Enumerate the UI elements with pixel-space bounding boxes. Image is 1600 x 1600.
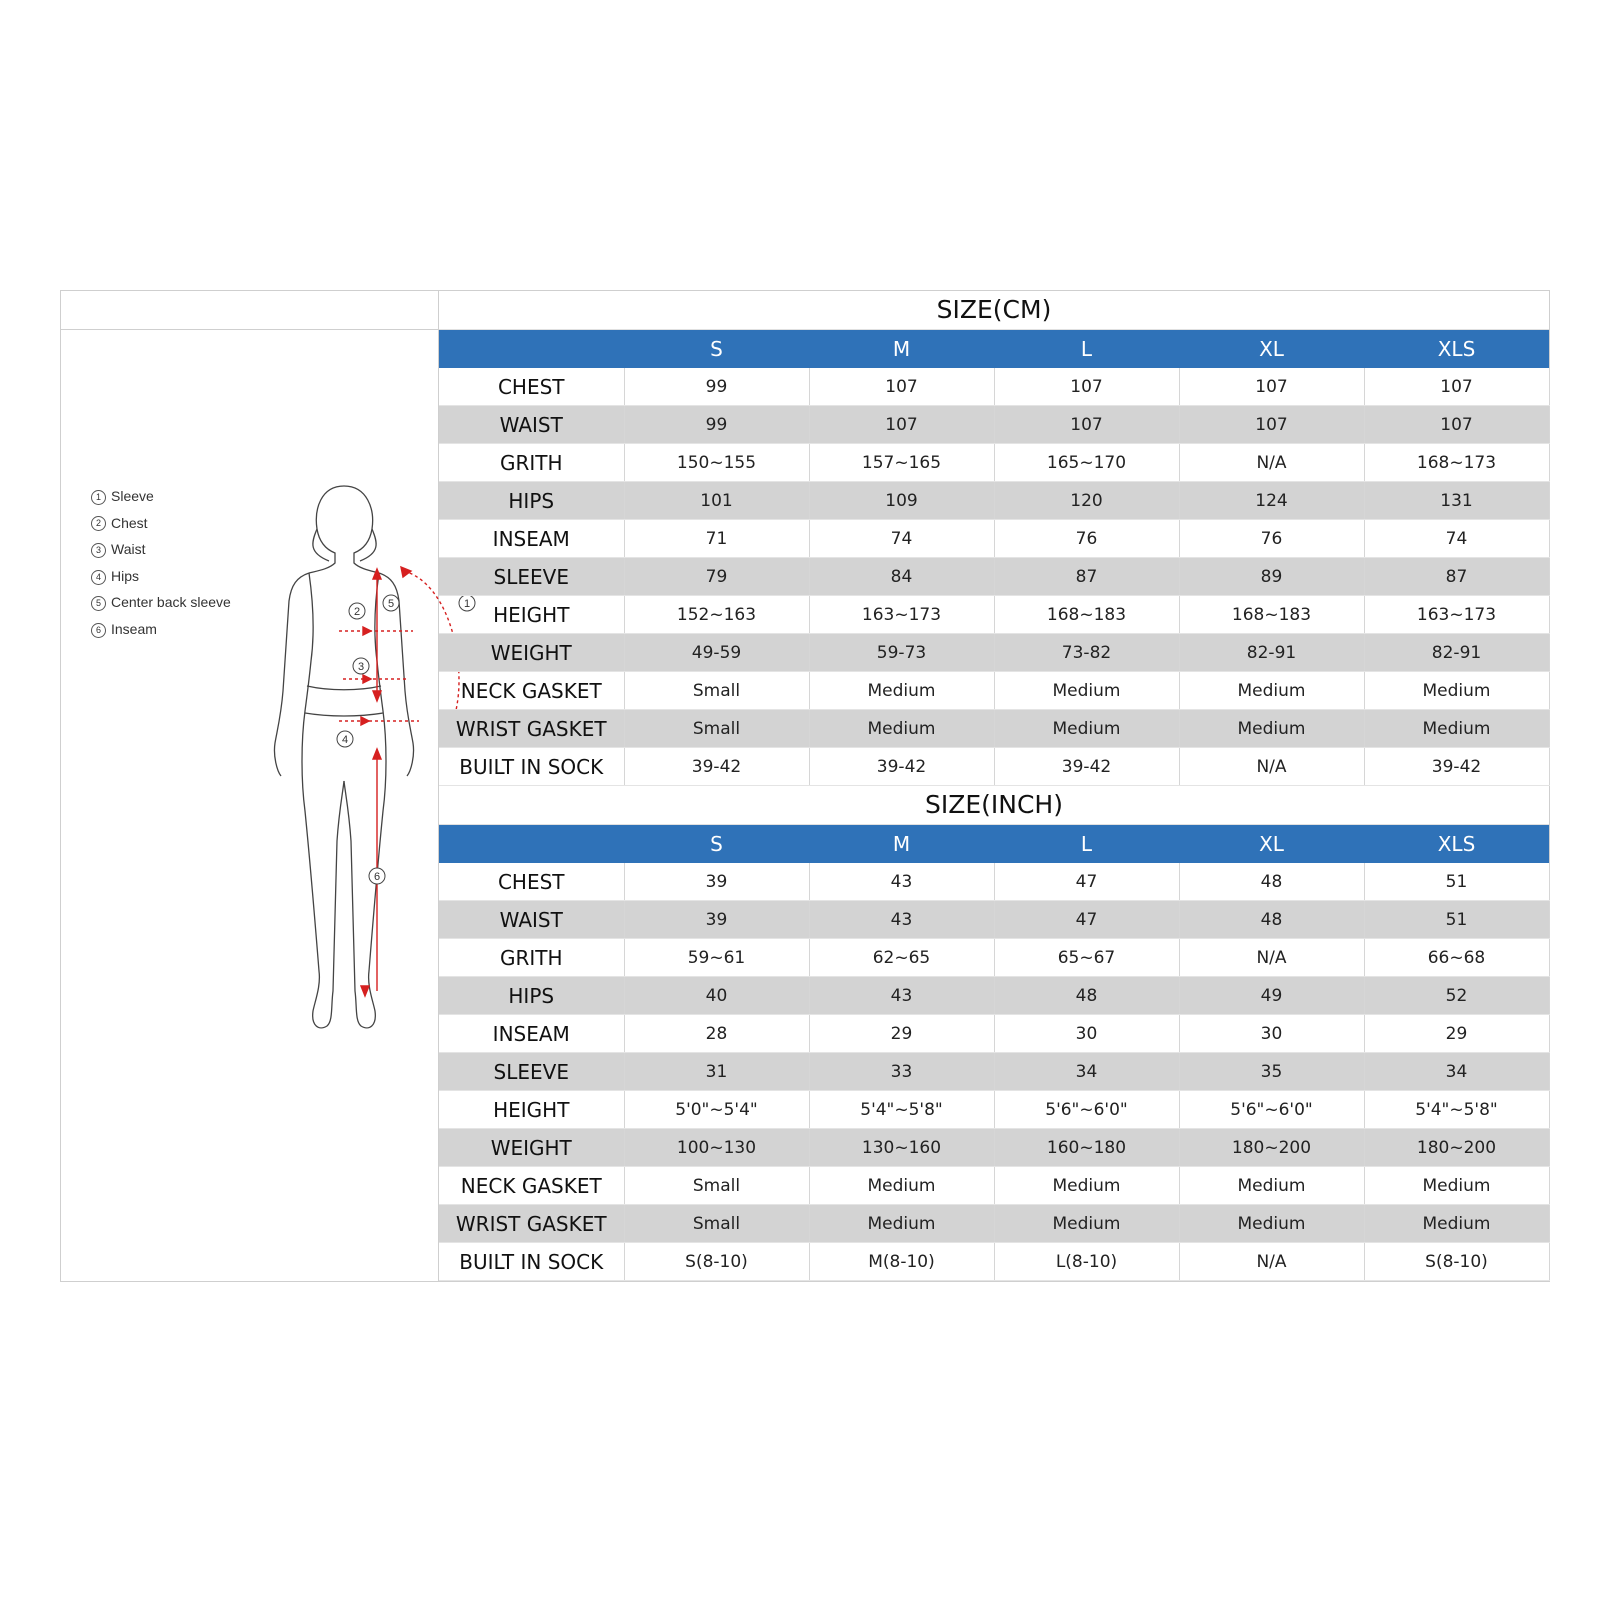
table-cell: 163~173 <box>1364 596 1549 634</box>
legend-number-badge: 5 <box>91 596 106 611</box>
table-row <box>439 558 1549 596</box>
table-cell: N/A <box>1179 748 1364 786</box>
size-column-header: S <box>624 330 809 368</box>
legend-label: Inseam <box>111 620 157 637</box>
table-cell: 74 <box>1364 520 1549 558</box>
table-cell: 82-91 <box>1364 634 1549 672</box>
table-cell: N/A <box>1179 1243 1364 1281</box>
table-cell: Medium <box>809 710 994 748</box>
figure-marker-number: 5 <box>387 598 395 610</box>
table-cell: 168~173 <box>1364 444 1549 482</box>
table-cell: 163~173 <box>809 596 994 634</box>
legend-number-badge: 1 <box>91 490 106 505</box>
table-cell: 76 <box>1179 520 1364 558</box>
table-cell: 165~170 <box>994 444 1179 482</box>
table-cell: 107 <box>994 406 1179 444</box>
table-cell: 29 <box>1364 1015 1549 1053</box>
table-cell: 31 <box>624 1053 809 1091</box>
table-cell: N/A <box>1179 444 1364 482</box>
table-cell: 107 <box>809 368 994 406</box>
table-cell: 40 <box>624 977 809 1015</box>
legend-label: Center back sleeve <box>111 594 231 611</box>
table-row <box>439 901 1549 939</box>
row-label: WRIST GASKET <box>439 1205 624 1243</box>
table-cell: 43 <box>809 863 994 901</box>
table-cell: 28 <box>624 1015 809 1053</box>
legend-number-badge: 3 <box>91 543 106 558</box>
table-cell: Medium <box>809 1167 994 1205</box>
table-cell: 59-73 <box>809 634 994 672</box>
table-row <box>439 1129 1549 1167</box>
row-label: HIPS <box>439 977 624 1015</box>
table-row <box>439 1167 1549 1205</box>
table-cell: 71 <box>624 520 809 558</box>
table-row <box>439 1091 1549 1129</box>
legend-item <box>91 589 231 616</box>
body-outline <box>274 486 413 1028</box>
legend-number-badge: 4 <box>91 570 106 585</box>
legend-item <box>91 563 231 590</box>
table-cell: 30 <box>994 1015 1179 1053</box>
table-cell: 107 <box>809 406 994 444</box>
legend-label: Chest <box>111 514 148 531</box>
table-cell: 74 <box>809 520 994 558</box>
table-cell: 33 <box>809 1053 994 1091</box>
table-row <box>439 863 1549 901</box>
body-figure-illustration <box>239 481 471 1046</box>
size-column-header: S <box>624 825 809 863</box>
table-cell: 52 <box>1364 977 1549 1015</box>
table-cell: 43 <box>809 977 994 1015</box>
table-row <box>439 1243 1549 1281</box>
figure-marker-number: 6 <box>373 871 381 883</box>
table-cell: 157~165 <box>809 444 994 482</box>
size-chart <box>60 290 1550 1282</box>
table-cell: 35 <box>1179 1053 1364 1091</box>
table-row <box>439 939 1549 977</box>
row-label: NECK GASKET <box>439 672 624 710</box>
table-cell: 30 <box>1179 1015 1364 1053</box>
table-cell: 107 <box>1364 406 1549 444</box>
cm-table-body <box>439 368 1549 786</box>
row-label: HEIGHT <box>439 1091 624 1129</box>
table-row <box>439 520 1549 558</box>
cm-header-row <box>439 330 1549 368</box>
inch-header-row <box>439 825 1549 863</box>
table-cell: Medium <box>1179 672 1364 710</box>
table-cell: 51 <box>1364 863 1549 901</box>
table-cell: 39-42 <box>809 748 994 786</box>
table-cell: 66~68 <box>1364 939 1549 977</box>
table-cell: M(8-10) <box>809 1243 994 1281</box>
table-row <box>439 482 1549 520</box>
table-cell: 65~67 <box>994 939 1179 977</box>
table-cell: 87 <box>1364 558 1549 596</box>
legend-item <box>91 536 231 563</box>
table-cell: 48 <box>994 977 1179 1015</box>
size-column-header: L <box>994 330 1179 368</box>
table-cell: 5'6"~6'0" <box>994 1091 1179 1129</box>
cm-table-title: SIZE(CM) <box>439 291 1549 330</box>
table-cell: 76 <box>994 520 1179 558</box>
table-cell: 62~65 <box>809 939 994 977</box>
table-cell: 107 <box>1179 368 1364 406</box>
table-cell: Medium <box>1179 710 1364 748</box>
table-cell: Medium <box>1364 1167 1549 1205</box>
table-cell: 87 <box>994 558 1179 596</box>
table-cell: Medium <box>1364 1205 1549 1243</box>
legend-label: Waist <box>111 541 146 558</box>
table-row <box>439 1015 1549 1053</box>
table-row <box>439 368 1549 406</box>
size-column-header: XLS <box>1364 825 1549 863</box>
table-row <box>439 672 1549 710</box>
measurement-guide-pane <box>61 291 471 1281</box>
row-label: WAIST <box>439 406 624 444</box>
table-cell: S(8-10) <box>1364 1243 1549 1281</box>
row-label: NECK GASKET <box>439 1167 624 1205</box>
table-cell: 5'4"~5'8" <box>809 1091 994 1129</box>
table-cell: N/A <box>1179 939 1364 977</box>
table-cell: 49 <box>1179 977 1364 1015</box>
table-cell: 109 <box>809 482 994 520</box>
inch-table-title: SIZE(INCH) <box>439 786 1549 825</box>
row-label: INSEAM <box>439 520 624 558</box>
table-cell: 150~155 <box>624 444 809 482</box>
figure-marker-number: 2 <box>353 606 361 618</box>
row-label: HIPS <box>439 482 624 520</box>
table-cell: 39-42 <box>994 748 1179 786</box>
header-blank-cell <box>439 825 624 863</box>
row-label: WEIGHT <box>439 634 624 672</box>
table-cell: Medium <box>809 672 994 710</box>
table-cell: 51 <box>1364 901 1549 939</box>
table-cell: 131 <box>1364 482 1549 520</box>
table-cell: 43 <box>809 901 994 939</box>
table-row <box>439 710 1549 748</box>
table-row <box>439 596 1549 634</box>
figure-marker-number: 4 <box>341 734 349 746</box>
row-label: CHEST <box>439 368 624 406</box>
size-column-header: XL <box>1179 825 1364 863</box>
inch-table-body <box>439 863 1549 1281</box>
table-row <box>439 634 1549 672</box>
table-cell: 49-59 <box>624 634 809 672</box>
row-label: GRITH <box>439 939 624 977</box>
table-row <box>439 977 1549 1015</box>
table-cell: 168~183 <box>1179 596 1364 634</box>
size-column-header: XL <box>1179 330 1364 368</box>
table-cell: 124 <box>1179 482 1364 520</box>
table-cell: 39-42 <box>1364 748 1549 786</box>
table-row <box>439 1053 1549 1091</box>
table-cell: 160~180 <box>994 1129 1179 1167</box>
row-label: SLEEVE <box>439 1053 624 1091</box>
legend-item <box>91 483 231 510</box>
table-cell: Medium <box>1179 1167 1364 1205</box>
table-cell: Small <box>624 1167 809 1205</box>
table-cell: L(8-10) <box>994 1243 1179 1281</box>
table-cell: 73-82 <box>994 634 1179 672</box>
table-cell: 34 <box>994 1053 1179 1091</box>
table-cell: 39 <box>624 863 809 901</box>
table-cell: 5'0"~5'4" <box>624 1091 809 1129</box>
table-cell: 152~163 <box>624 596 809 634</box>
table-row <box>439 406 1549 444</box>
inch-size-table <box>439 825 1550 1281</box>
size-column-header: XLS <box>1364 330 1549 368</box>
table-cell: 107 <box>1364 368 1549 406</box>
table-cell: 180~200 <box>1179 1129 1364 1167</box>
figure-marker-number: 3 <box>357 661 365 673</box>
row-label: SLEEVE <box>439 558 624 596</box>
table-cell: Medium <box>1179 1205 1364 1243</box>
legend-item <box>91 510 231 537</box>
figure-marker-number: 1 <box>463 598 471 610</box>
row-label: INSEAM <box>439 1015 624 1053</box>
table-cell: Medium <box>809 1205 994 1243</box>
row-label: HEIGHT <box>439 596 624 634</box>
table-cell: 29 <box>809 1015 994 1053</box>
cm-size-table <box>439 330 1550 786</box>
row-label: BUILT IN SOCK <box>439 1243 624 1281</box>
table-cell: 39-42 <box>624 748 809 786</box>
table-cell: 84 <box>809 558 994 596</box>
table-row <box>439 748 1549 786</box>
table-cell: Small <box>624 1205 809 1243</box>
table-cell: 180~200 <box>1364 1129 1549 1167</box>
table-cell: 5'6"~6'0" <box>1179 1091 1364 1129</box>
table-cell: Medium <box>994 710 1179 748</box>
table-cell: 48 <box>1179 901 1364 939</box>
measurement-legend <box>91 483 231 643</box>
legend-number-badge: 6 <box>91 623 106 638</box>
table-cell: 99 <box>624 368 809 406</box>
table-cell: Medium <box>994 1167 1179 1205</box>
table-cell: 47 <box>994 863 1179 901</box>
row-label: GRITH <box>439 444 624 482</box>
table-cell: 168~183 <box>994 596 1179 634</box>
header-blank-cell <box>439 330 624 368</box>
size-column-header: L <box>994 825 1179 863</box>
guide-header-cell <box>61 291 438 330</box>
table-cell: 48 <box>1179 863 1364 901</box>
table-cell: 130~160 <box>809 1129 994 1167</box>
legend-number-badge: 2 <box>91 516 106 531</box>
table-cell: Medium <box>994 672 1179 710</box>
table-cell: 107 <box>1179 406 1364 444</box>
table-cell: 82-91 <box>1179 634 1364 672</box>
legend-item <box>91 616 231 643</box>
size-column-header: M <box>809 825 994 863</box>
table-cell: Medium <box>1364 672 1549 710</box>
table-row <box>439 1205 1549 1243</box>
size-column-header: M <box>809 330 994 368</box>
table-cell: Small <box>624 710 809 748</box>
row-label: WAIST <box>439 901 624 939</box>
table-cell: 59~61 <box>624 939 809 977</box>
legend-label: Sleeve <box>111 488 154 504</box>
row-label: WEIGHT <box>439 1129 624 1167</box>
table-cell: 120 <box>994 482 1179 520</box>
table-cell: 79 <box>624 558 809 596</box>
table-cell: 100~130 <box>624 1129 809 1167</box>
table-cell: 107 <box>994 368 1179 406</box>
table-cell: Small <box>624 672 809 710</box>
table-cell: 99 <box>624 406 809 444</box>
table-cell: 89 <box>1179 558 1364 596</box>
table-cell: 34 <box>1364 1053 1549 1091</box>
legend-label: Hips <box>111 567 140 584</box>
table-cell: S(8-10) <box>624 1243 809 1281</box>
size-tables <box>439 291 1549 1281</box>
table-row <box>439 444 1549 482</box>
table-cell: 101 <box>624 482 809 520</box>
table-cell: 39 <box>624 901 809 939</box>
table-cell: Medium <box>994 1205 1179 1243</box>
table-cell: 5'4"~5'8" <box>1364 1091 1549 1129</box>
row-label: BUILT IN SOCK <box>439 748 624 786</box>
table-cell: 47 <box>994 901 1179 939</box>
row-label: WRIST GASKET <box>439 710 624 748</box>
table-cell: Medium <box>1364 710 1549 748</box>
row-label: CHEST <box>439 863 624 901</box>
